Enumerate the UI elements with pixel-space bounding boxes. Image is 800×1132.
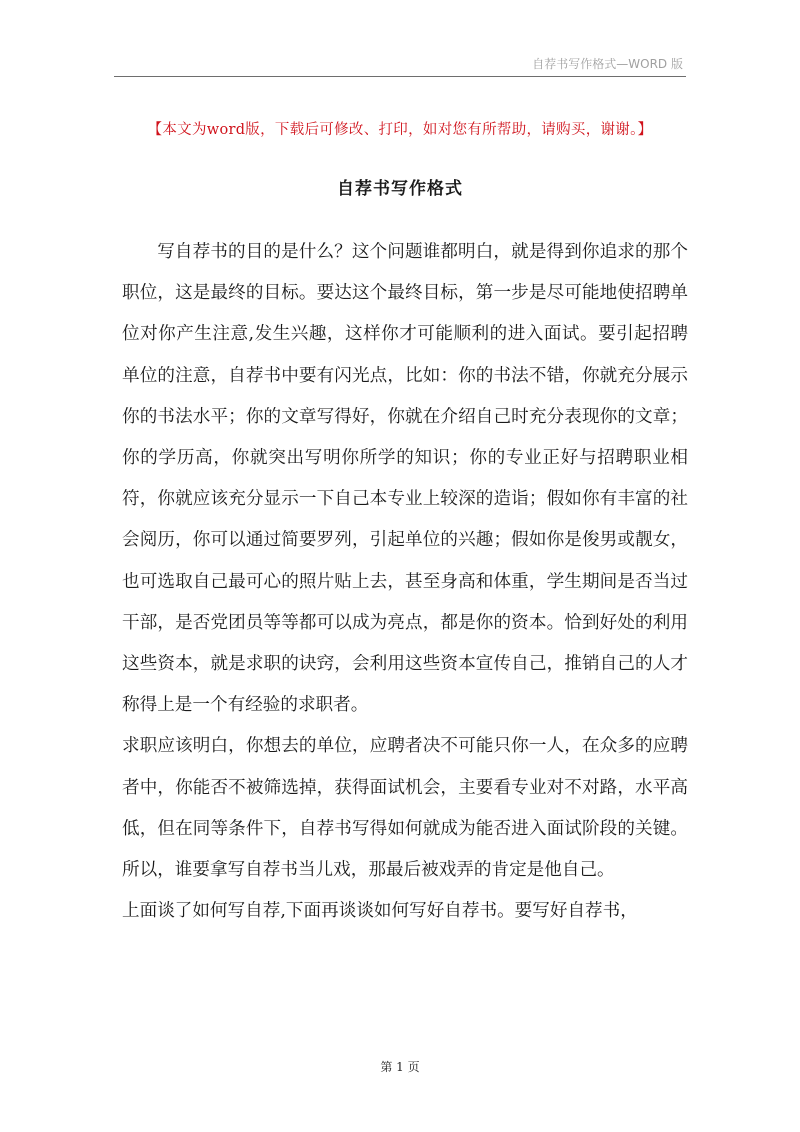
purchase-notice: 【本文为word版，下载后可修改、打印，如对您有所帮助，请购买，谢谢。】 xyxy=(147,122,653,138)
document-body xyxy=(122,232,688,932)
running-header: 自荐书写作格式—WORD 版 xyxy=(532,57,683,71)
paragraph: 求职应该明白，你想去的单位，应聘者决不可能只你一人，在众多的应聘者中，你能否不被筛选掉，获得面试机会，主要看专业对不对路，水平高低，但在同等条件下，自荐书写得如何就成为能否进入面试阶段的关键。所以，谁要拿写自荐书当儿戏，那最后被戏弄的肯定是他自己。 xyxy=(122,736,688,881)
page-number: 第 1 页 xyxy=(380,1060,420,1074)
paragraph: 写自荐书的目的是什么？这个问题谁都明白，就是得到你追求的那个职位，这是最终的目标。要达这个最终目标，第一步是尽可能地使招聘单位对你产生注意,发生兴趣，这样你才可能顺利的进入面试。要引起招聘单位的注意，自荐书中要有闪光点，比如：你的书法不错，你就充分展示你的书法水平；你的文章写得好，你就在介绍自己时充分表现你的文章；你的学历高，你就突出写明你所学的知识；你的专业正好与招聘职业相符，你就应该充分显示一下自己本专业上较深的造诣；假如你有丰富的社会阅历，你可以通过简要罗列，引起单位的兴趣；假如你是俊男或靓女，也可选取自己最可心的照片贴上去，甚至身高和体重，学生期间是否当过干部，是否党团员等等都可以成为亮点，都是你的资本。恰到好处的利用这些资本，就是求职的诀窍，会利用这些资本宣传自己，推销自己的人才称得上是一个有经验的求职者。 xyxy=(122,242,688,716)
paragraph: 上面谈了如何写自荐,下面再谈谈如何写好自荐书。要写好自荐书， xyxy=(122,901,638,922)
document-title: 自荐书写作格式 xyxy=(337,179,463,199)
header-divider xyxy=(114,76,686,77)
